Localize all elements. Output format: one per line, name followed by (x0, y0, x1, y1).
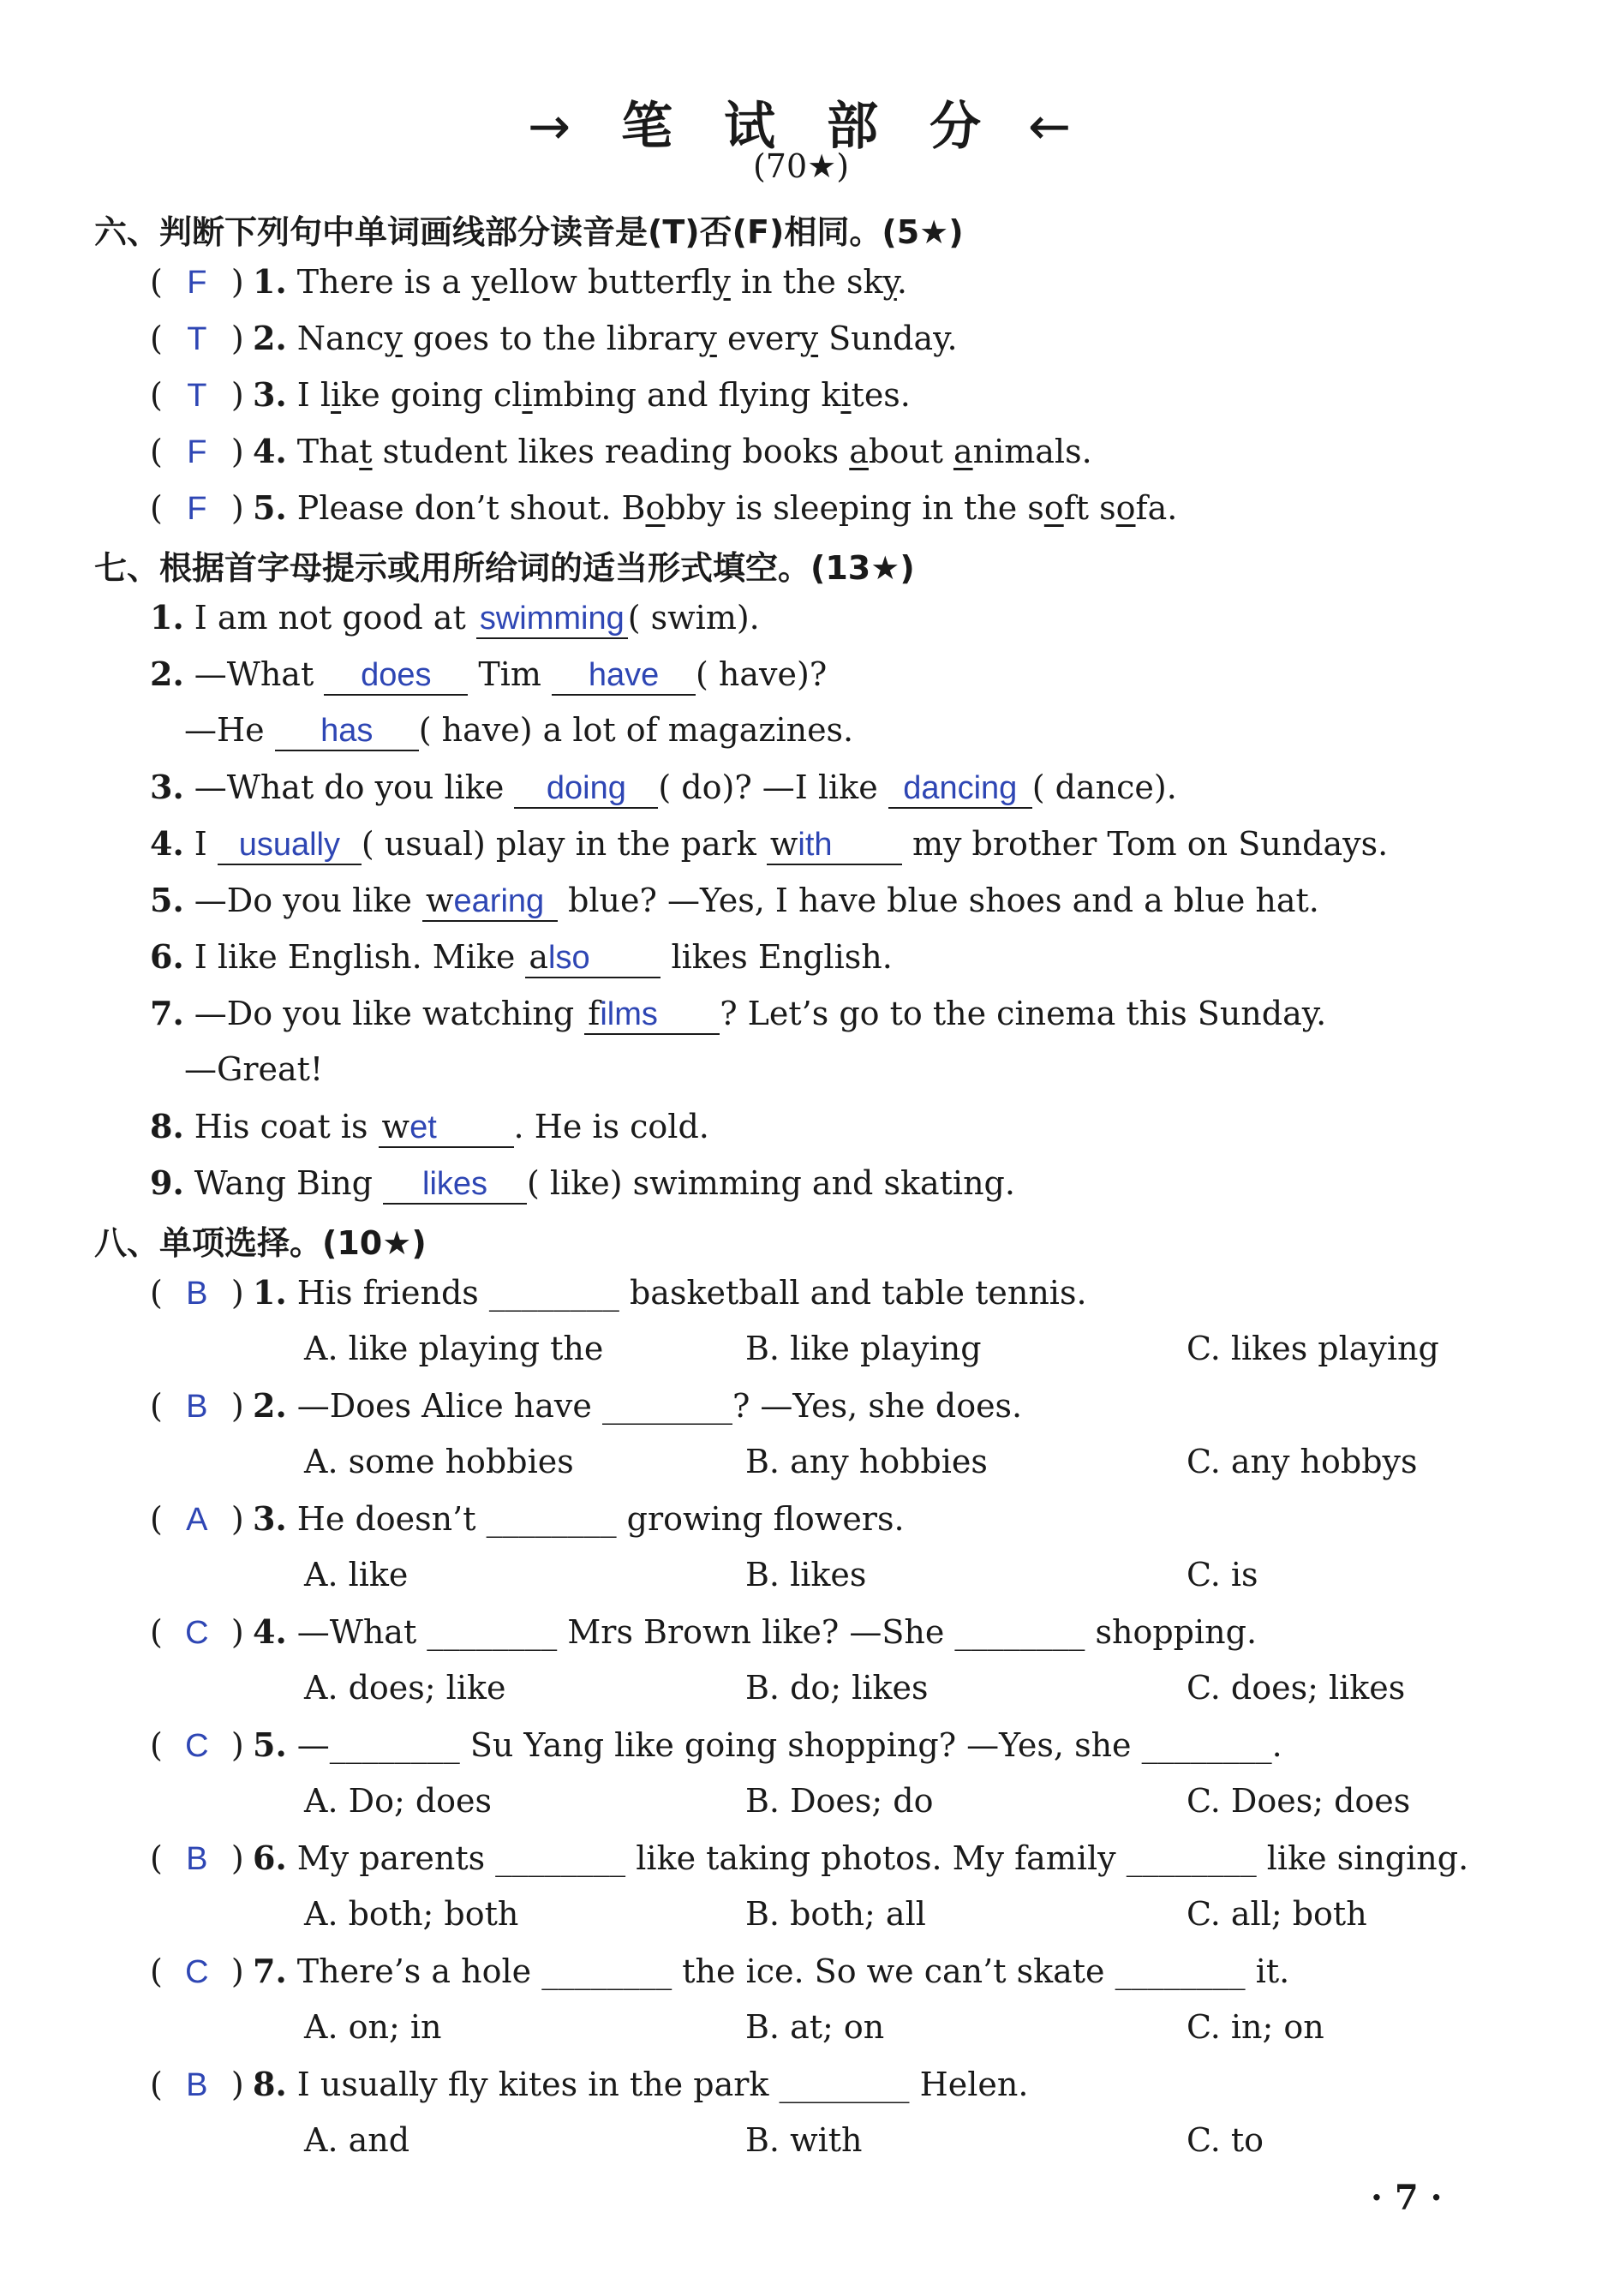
answer-bracket: ( F ) (150, 263, 244, 301)
choice-question-6: ( B ) 6. My parents ________ like taking photos. My family ________ like singing. (150, 1839, 1469, 1877)
answer-text: B (186, 1841, 208, 1877)
answer-text: likes (422, 1166, 488, 1202)
answer-text: A (186, 1502, 208, 1538)
option-a: A. Do; does (304, 1782, 493, 1820)
option-a: A. both; both (304, 1895, 519, 1933)
choice-question-4: ( C ) 4. —What ________ Mrs Brown like? —She ________ shopping. (150, 1612, 1258, 1651)
answer-text: have (588, 657, 660, 693)
answer-bracket: ( C ) (150, 1726, 244, 1764)
question-stem: —________ Su Yang like going shopping? —Yes, she ________. (296, 1726, 1282, 1764)
option-c: C. does; likes (1187, 1669, 1406, 1707)
fill-question-4: 4. I usually ( usual) play in the park with my brother Tom on Sundays. (150, 824, 1388, 865)
question-stem: His friends ________ basketball and table tennis. (296, 1274, 1087, 1312)
fill-question-7b: —Great! (184, 1050, 324, 1088)
choice-question-2: ( B ) 2. —Does Alice have ________? —Yes, she does. (150, 1386, 1023, 1425)
underlined-letter: y (471, 263, 490, 301)
fill-question-3: 3. —What do you like doing ( do)? —I like dancing ( dance). (150, 768, 1177, 809)
answer-text: does (361, 657, 432, 693)
answer-bracket: ( B ) (150, 1274, 244, 1312)
option-a: A. like (304, 1556, 409, 1593)
answer-text: swimming (479, 601, 625, 637)
answer-bracket: ( A ) (150, 1500, 244, 1538)
option-b: B. any hobbies (745, 1443, 988, 1480)
underlined-letter: o (645, 489, 666, 527)
question-stem: —What ________ Mrs Brown like? —She ________ shopping. (296, 1613, 1258, 1651)
answer-text: usually (238, 827, 340, 863)
answer-text: C (185, 1728, 209, 1764)
fill-question-2b: —He has ( have) a lot of magazines. (184, 711, 853, 751)
fill-question-7a: 7. —Do you like watching films ? Let’s go to the cinema this Sunday. (150, 994, 1326, 1035)
fill-question-9: 9. Wang Bing likes ( like) swimming and skating. (150, 1163, 1015, 1205)
question-stem: My parents ________ like taking photos. My family ________ like singing. (296, 1839, 1469, 1877)
judge-question-2: ( T ) 2. Nancy goes to the library every Sunday. (150, 319, 958, 357)
underlined-letter: y (698, 320, 717, 357)
answer-text: F (187, 434, 207, 470)
option-c: C. all; both (1187, 1895, 1367, 1933)
underlined-letter: o (1043, 489, 1064, 527)
choice-question-1: ( B ) 1. His friends ________ basketball and table tennis. (150, 1273, 1087, 1312)
choice-question-3: ( A ) 3. He doesn’t ________ growing flowers. (150, 1499, 905, 1538)
question-stem: There’s a hole ________ the ice. So we can’t skate ________ it. (296, 1952, 1290, 1990)
fill-question-6: 6. I like English. Mike also likes English. (150, 937, 893, 978)
section-7-title: 七、根据首字母提示或用所给词的适当形式填空。(13★) (94, 549, 915, 587)
choice-question-5: ( C ) 5. —________ Su Yang like going shopping? —Yes, she ________. (150, 1725, 1282, 1764)
fill-question-8: 8. His coat is wet . He is cold. (150, 1107, 709, 1148)
answer-text: T (187, 321, 207, 357)
judge-question-1: ( F ) 1. There is a yellow butterfly in the sky. (150, 262, 907, 301)
question-stem: I usually fly kites in the park ________ Helen. (296, 2066, 1029, 2103)
answer-text: doing (546, 770, 626, 806)
arrow-left-icon: ← (1027, 97, 1075, 157)
title-text: 笔试部分 (621, 97, 1032, 157)
judge-question-3: ( T ) 3. I like going climbing and flying kites. (150, 375, 911, 414)
judge-question-5: ( F ) 5. Please don’t shout. Bobby is sleeping in the soft sofa. (150, 488, 1178, 527)
option-b: B. at; on (745, 2008, 885, 2046)
answer-bracket: ( B ) (150, 1387, 244, 1425)
answer-text: B (186, 1389, 208, 1425)
answer-text: B (186, 1276, 208, 1312)
underlined-letter: i (522, 376, 533, 414)
underlined-letter: y (799, 320, 819, 357)
answer-text: F (187, 265, 207, 301)
answer-bracket: ( T ) (150, 320, 244, 357)
answer-text: dancing (903, 770, 1018, 806)
option-b: B. both; all (745, 1895, 926, 1933)
underlined-letter: t (359, 433, 373, 470)
option-a: A. on; in (304, 2008, 442, 2046)
underlined-letter: i (840, 376, 852, 414)
question-stem: He doesn’t ________ growing flowers. (296, 1500, 905, 1538)
answer-text: T (187, 378, 207, 414)
option-c: C. is (1187, 1556, 1258, 1593)
fill-question-1: 1. I am not good at swimming ( swim). (150, 598, 760, 639)
judge-question-4: ( F ) 4. That student likes reading books about animals. (150, 432, 1092, 470)
option-a: A. some hobbies (304, 1443, 574, 1480)
fill-question-2a: 2. —What does Tim have ( have)? (150, 655, 827, 696)
underlined-letter: i (331, 376, 342, 414)
option-b: B. Does; do (745, 1782, 934, 1820)
answer-text: lso (548, 940, 590, 976)
option-b: B. do; likes (745, 1669, 929, 1707)
answer-bracket: ( F ) (150, 489, 244, 527)
section-6-title: 六、判断下列句中单词画线部分读音是(T)否(F)相同。(5★) (94, 213, 964, 251)
option-b: B. likes (745, 1556, 867, 1593)
underlined-letter: o (1115, 489, 1136, 527)
answer-text: et (409, 1109, 437, 1145)
answer-bracket: ( C ) (150, 1952, 244, 1990)
option-b: B. like playing (745, 1330, 982, 1367)
underlined-letter: y (882, 263, 897, 301)
option-a: A. like playing the (304, 1330, 604, 1367)
answer-text: earing (453, 883, 545, 919)
option-a: A. does; like (304, 1669, 506, 1707)
page-number: · 7 · (1371, 2178, 1443, 2218)
choice-question-7: ( C ) 7. There’s a hole ________ the ice. So we can’t skate ________ it. (150, 1952, 1290, 1990)
option-a: A. and (304, 2121, 410, 2159)
option-c: C. likes playing (1187, 1330, 1439, 1367)
underlined-letter: y (712, 263, 731, 301)
answer-text: has (320, 713, 374, 749)
section-8-title: 八、单项选择。(10★) (94, 1224, 427, 1262)
answer-text: C (185, 1615, 209, 1651)
option-c: C. to (1187, 2121, 1264, 2159)
answer-text: C (185, 1954, 209, 1990)
answer-bracket: ( B ) (150, 1839, 244, 1877)
answer-text: B (186, 2067, 208, 2103)
option-b: B. with (745, 2121, 863, 2159)
underlined-letter: a (953, 433, 973, 470)
answer-bracket: ( B ) (150, 2066, 244, 2103)
answer-bracket: ( C ) (150, 1613, 244, 1651)
arrow-right-icon: → (527, 97, 575, 157)
question-stem: —Does Alice have ________? —Yes, she does. (296, 1387, 1023, 1425)
score-label: (70★) (752, 147, 850, 185)
option-c: C. in; on (1187, 2008, 1324, 2046)
underlined-letter: a (849, 433, 869, 470)
answer-bracket: ( F ) (150, 433, 244, 470)
answer-text: ith (798, 827, 833, 863)
answer-text: F (187, 491, 207, 527)
answer-bracket: ( T ) (150, 376, 244, 414)
option-c: C. Does; does (1187, 1782, 1411, 1820)
fill-question-5: 5. —Do you like wearing blue? —Yes, I have blue shoes and a blue hat. (150, 881, 1319, 922)
underlined-letter: y (384, 320, 403, 357)
choice-question-8: ( B ) 8. I usually fly kites in the park ________ Helen. (150, 2065, 1029, 2103)
answer-text: ilms (600, 996, 658, 1032)
option-c: C. any hobbys (1187, 1443, 1418, 1480)
